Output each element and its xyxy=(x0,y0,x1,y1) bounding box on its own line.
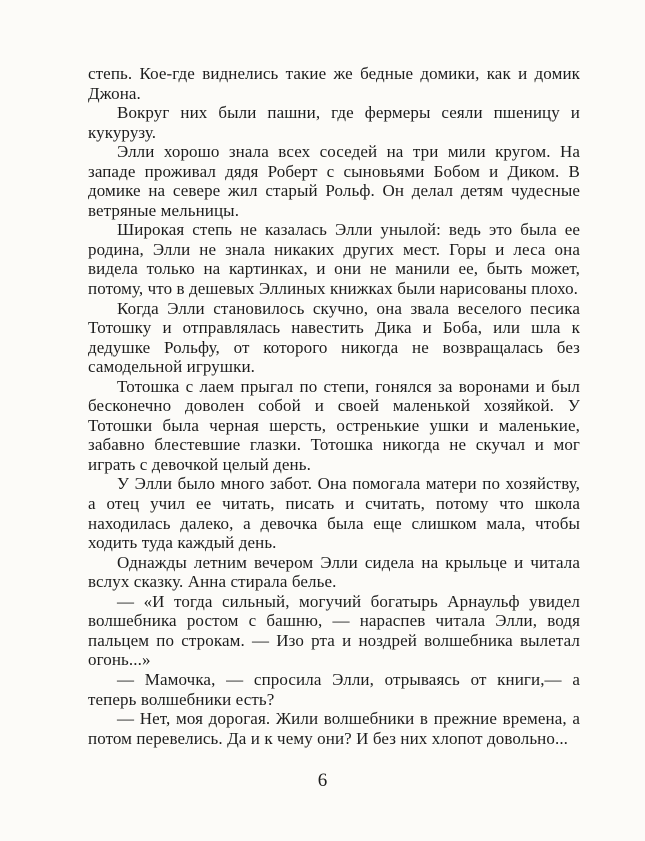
page-number: 6 xyxy=(317,770,328,791)
paragraph-8: Однажды летним вечером Элли сидела на крыльце и читала вслух сказку. Анна стирала белье. xyxy=(88,552,580,592)
paragraph-1: степь. Кое-где виднелись такие же бедные домики, как и домик Джона. xyxy=(88,64,580,103)
paragraph-9: — «И тогда сильный, могучий богатырь Арнаульф увидел волшебника ростом с башню, — нараспев читала Элли, водя пальцем по строкам. — Изо рта и ноздрей волшебника вылетал огонь...» xyxy=(88,591,580,670)
paragraph-7: У Элли было много забот. Она помогала матери по хозяйству, а отец учил ее читать, писать и считать, потому что школа находилась далеко, а девочка была еще слишком мала, чтобы ходить туда каждый день. xyxy=(88,474,580,553)
paragraph-3: Элли хорошо знала всех соседей на три мили кругом. На западе проживал дядя Роберт с сыновьями Бобом и Диком. В домике на севере жил старый Рольф. Он делал детям чудесные ветряные мельницы. xyxy=(88,142,580,220)
page-text xyxy=(88,64,580,748)
paragraph-10: — Мамочка, — спросила Элли, отрываясь от книги,— а теперь волшебники есть? xyxy=(88,669,580,709)
paragraph-4: Широкая степь не казалась Элли унылой: ведь это была ее родина, Элли не знала никаких других мест. Горы и леса она видела только на картинках, и они не манили ее, быть может, потому, что в дешевых Эллиных книжках были нарисованы плохо. xyxy=(88,220,580,299)
paragraph-2: Вокруг них были пашни, где фермеры сеяли пшеницу и кукурузу. xyxy=(88,103,580,142)
paragraph-6: Тотошка с лаем прыгал по степи, гонялся за воронами и был бесконечно доволен собой и своей маленькой хозяйкой. У Тотошки была черная шерсть, остренькие ушки и маленькие, забавно блестевшие глазки. Тотошка никогда не скучал и мог играть с девочкой целый день. xyxy=(88,376,580,474)
paragraph-5: Когда Элли становилось скучно, она звала веселого песика Тотошку и отправлялась навестить Дика и Боба, или шла к дедушке Рольфу, от которого никогда не возвращалась без самодельной игрушки. xyxy=(88,298,580,377)
paragraph-11: — Нет, моя дорогая. Жили волшебники в прежние времена, а потом перевелись. Да и к чему они? И без них хлопот довольно... xyxy=(88,709,580,748)
